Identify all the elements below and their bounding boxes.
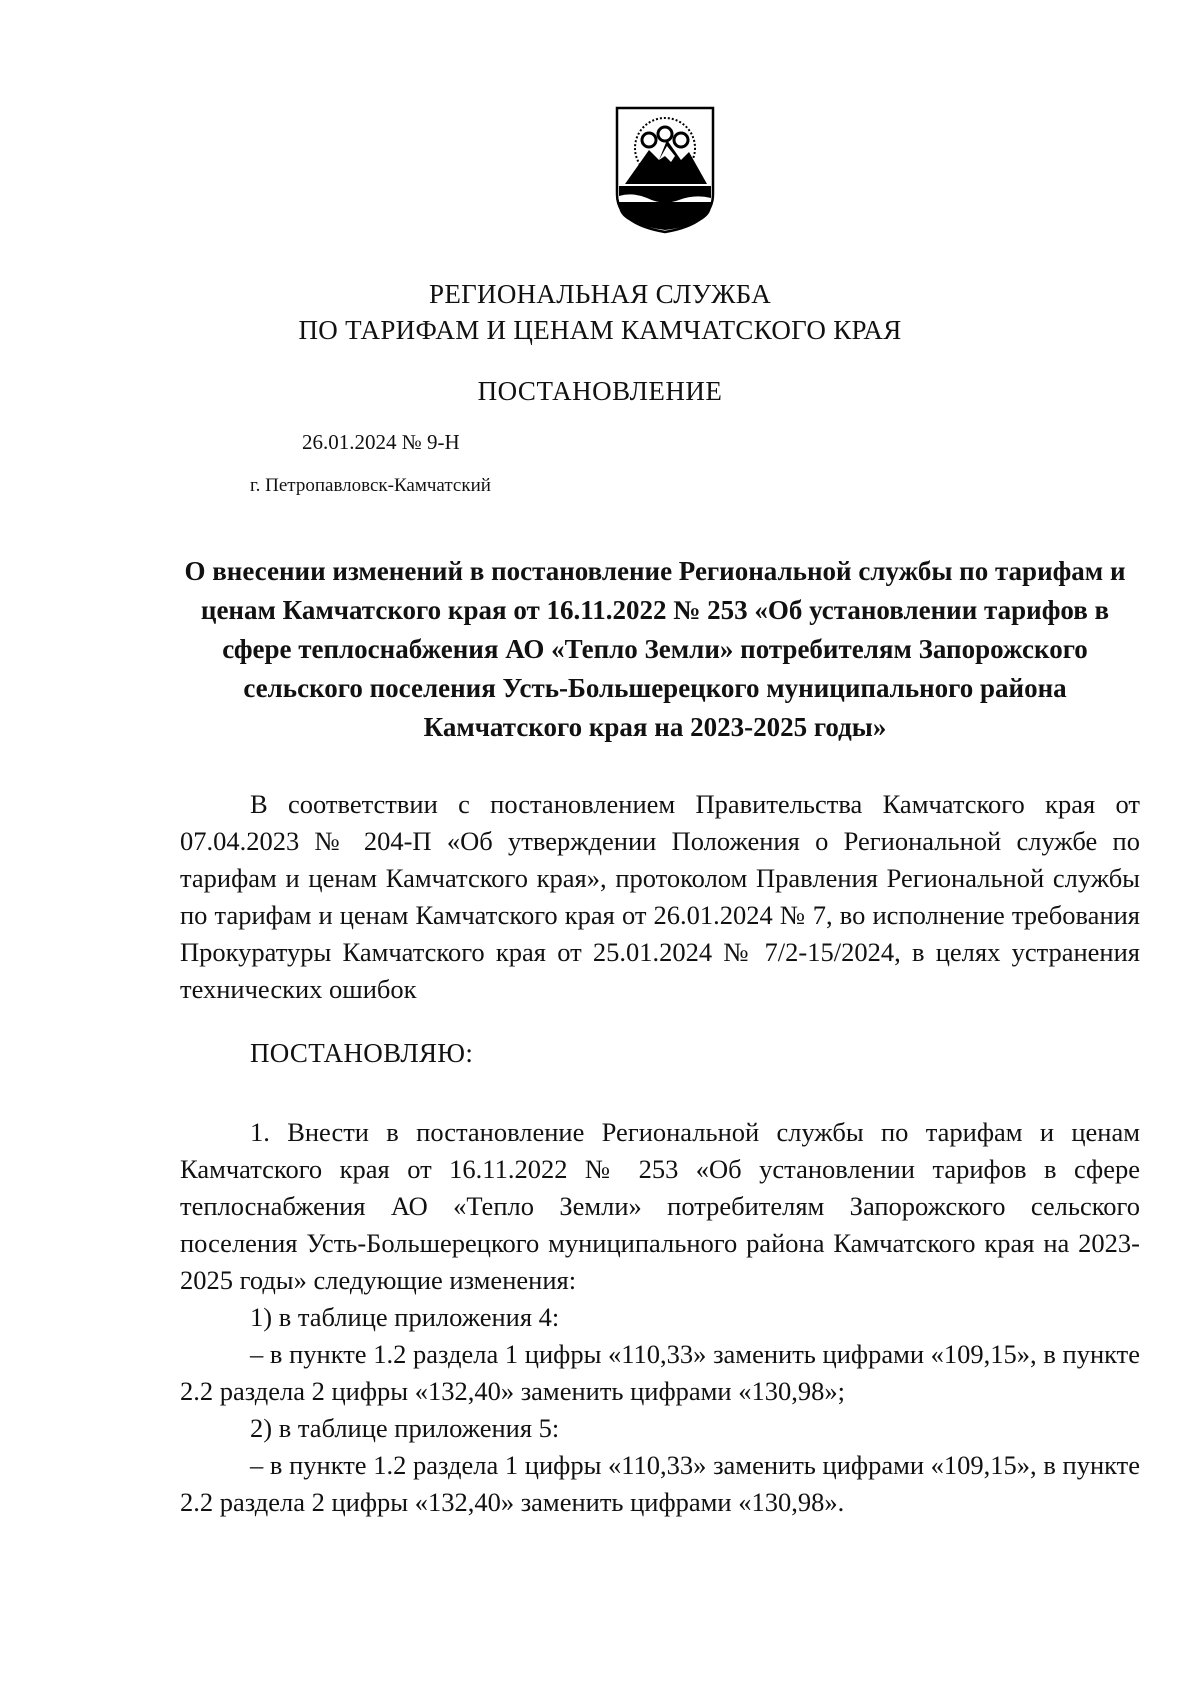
document-city: г. Петропавловск-Камчатский bbox=[250, 475, 491, 496]
item-1-paragraph: 1. Внести в постановление Региональной службы по тарифам и ценам Камчатского края от 16.11.2022 № 253 «Об установлении тарифов в сфере теплоснабжения АО «Тепло Земли» потребителям Запорожского сельского поселения Усть-Большерецкого муниципального района Камчатского края на 2023-2025 годы» следующие изменения: bbox=[180, 1117, 1140, 1295]
document-type: ПОСТАНОВЛЕНИЕ bbox=[477, 376, 723, 406]
document-title: О внесении изменений в постановление Региональной службы по тарифам и ценам Камчатского края от 16.11.2022 № 253 «Об установлении тарифов в сфере теплоснабжения АО «Тепло Земли» потребителям Запорожского сельского поселения Усть-Большерецкого муниципального района Камчатского края на 2023-2025 годы» bbox=[184, 556, 1126, 742]
subitem-2-detail: – в пункте 1.2 раздела 1 цифры «110,33» заменить цифрами «109,15», в пункте 2.2 раздела 2 цифры «132,40» заменить цифрами «130,98». bbox=[180, 1450, 1140, 1517]
preamble-paragraph: В соответствии с постановлением Правительства Камчатского края от 07.04.2023 № 204-П «Об утверждении Положения о Региональной службе по тарифам и ценам Камчатского края», протоколом Правления Региональной службы по тарифам и ценам Камчатского края от 26.01.2024 № 7, во исполнение требования Прокуратуры Камчатского края от 25.01.2024 № 7/2-15/2024, в целях устранения технических ошибок bbox=[180, 789, 1140, 1004]
kamchatka-coat-of-arms-icon bbox=[615, 106, 715, 234]
agency-line-2: ПО ТАРИФАМ И ЦЕНАМ КАМЧАТСКОГО КРАЯ bbox=[298, 315, 902, 345]
subitem-1-detail: – в пункте 1.2 раздела 1 цифры «110,33» заменить цифрами «109,15», в пункте 2.2 раздела 2 цифры «132,40» заменить цифрами «130,98»; bbox=[180, 1339, 1140, 1406]
subitem-2-heading: 2) в таблице приложения 5: bbox=[250, 1413, 560, 1443]
document-number: 26.01.2024 № 9-Н bbox=[302, 430, 460, 454]
decree-word: ПОСТАНОВЛЯЮ: bbox=[250, 1038, 474, 1068]
agency-line-1: РЕГИОНАЛЬНАЯ СЛУЖБА bbox=[429, 279, 771, 309]
subitem-1-heading: 1) в таблице приложения 4: bbox=[250, 1302, 560, 1332]
agency-name bbox=[0, 276, 1200, 348]
